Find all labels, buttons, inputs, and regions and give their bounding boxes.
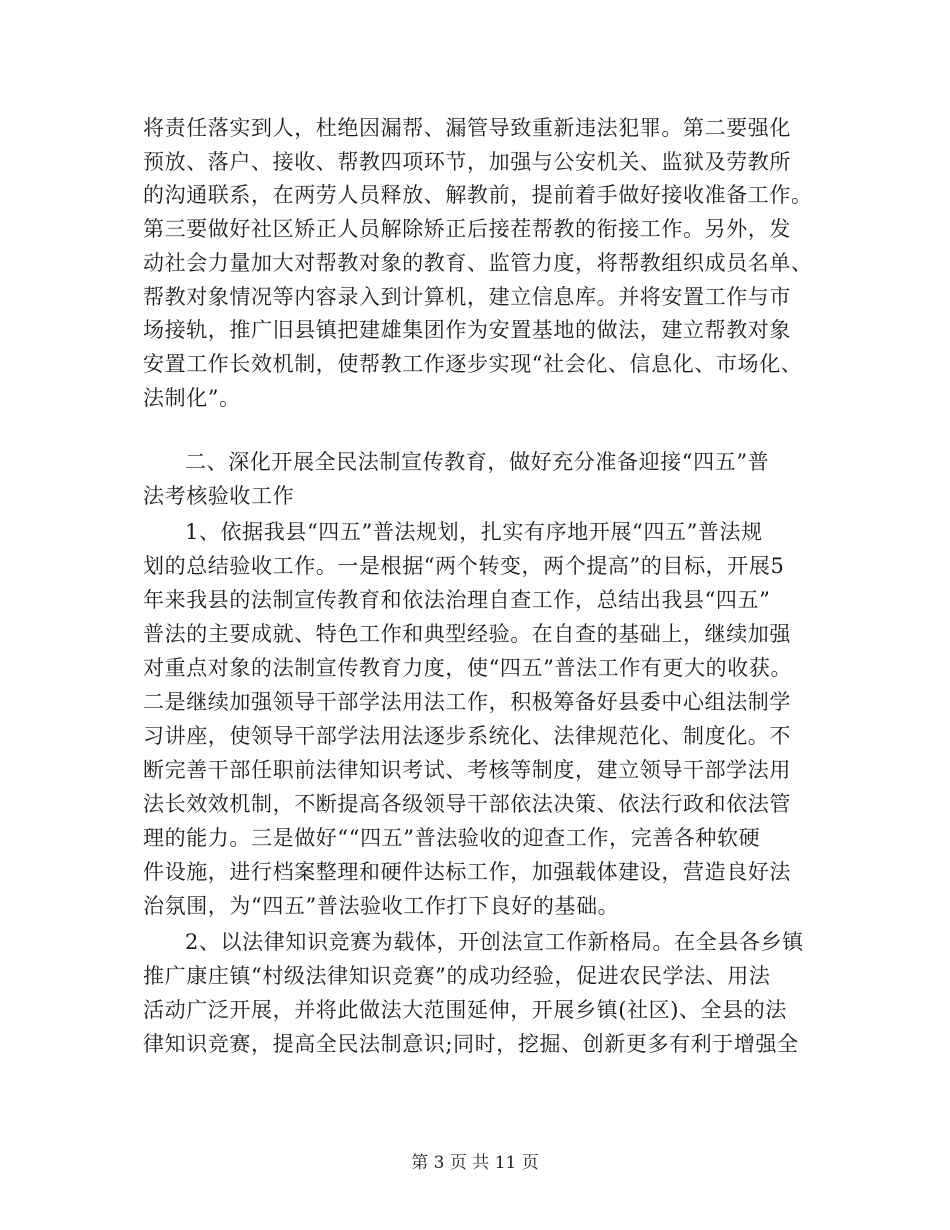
page-number-footer: 第 3 页 共 11 页 [411, 1153, 539, 1173]
text-line: 法制化”。 [143, 386, 241, 410]
text-line: 二是继续加强领导干部学法用法工作，积极筹备好县委中心组法制学 [143, 690, 791, 714]
text-line: 治氛围，为“四五”普法验收工作打下良好的基础。 [143, 894, 620, 918]
text-line: 法长效效机制，不断提高各级领导干部依法决策、依法行政和依法管 [143, 792, 791, 816]
text-line: 普法的主要成就、特色工作和典型经验。在自查的基础上，继续加强 [143, 622, 791, 646]
text-line: 件设施，进行档案整理和硬件达标工作，加强载体建设，营造良好法 [143, 860, 791, 884]
text-line: 理的能力。三是做好““四五”普法验收的迎查工作，完善各种软硬 [143, 826, 761, 850]
text-line: 动社会力量加大对帮教对象的教育、监管力度，将帮教组织成员名单、 [143, 251, 813, 275]
section-heading: 二、深化开展全民法制宣传教育，做好充分准备迎接“四五”普 [185, 450, 770, 474]
text-line: 场接轨，推广旧县镇把建雄集团作为安置基地的做法，建立帮教对象 [143, 318, 791, 342]
text-line: 对重点对象的法制宣传教育力度，使“四五”普法工作有更大的收获。 [143, 656, 793, 680]
text-line: 推广康庄镇“村级法律知识竞赛”的成功经验，促进农民学法、用法 [143, 964, 771, 988]
section-heading-continued: 法考核验收工作 [143, 484, 295, 508]
text-line: 习讲座，使领导干部学法用法逐步系统化、法律规范化、制度化。不 [143, 724, 791, 748]
text-line: 安置工作长效机制，使帮教工作逐步实现“社会化、信息化、市场化、 [143, 352, 803, 376]
text-line: 断完善干部任职前法律知识考试、考核等制度，建立领导干部学法用 [143, 758, 791, 782]
text-line: 律知识竞赛，提高全民法制意识;同时，挖掘、创新更多有利于增强全 [143, 1032, 799, 1056]
text-line: 活动广泛开展，并将此做法大范围延伸，开展乡镇(社区)、全县的法 [143, 998, 787, 1022]
text-line: 第三要做好社区矫正人员解除矫正后接茬帮教的衔接工作。另外，发 [143, 217, 791, 241]
text-line: 年来我县的法制宣传教育和依法治理自查工作，总结出我县“四五” [143, 588, 771, 612]
text-line: 帮教对象情况等内容录入到计算机，建立信息库。并将安置工作与市 [143, 285, 791, 309]
paragraph-start: 2、以法律知识竞赛为载体，开创法宣工作新格局。在全县各乡镇 [185, 930, 804, 954]
text-line: 划的总结验收工作。一是根据“两个转变，两个提高”的目标，开展5 [143, 554, 785, 578]
text-line: 预放、落户、接收、帮教四项环节，加强与公安机关、监狱及劳教所 [143, 150, 791, 174]
text-line: 将责任落实到人，杜绝因漏帮、漏管导致重新违法犯罪。第二要强化 [143, 116, 791, 140]
paragraph-start: 1、依据我县“四五”普法规划，扎实有序地开展“四五”普法规 [185, 520, 763, 544]
text-line: 的沟通联系，在两劳人员释放、解教前，提前着手做好接收准备工作。 [143, 183, 813, 207]
